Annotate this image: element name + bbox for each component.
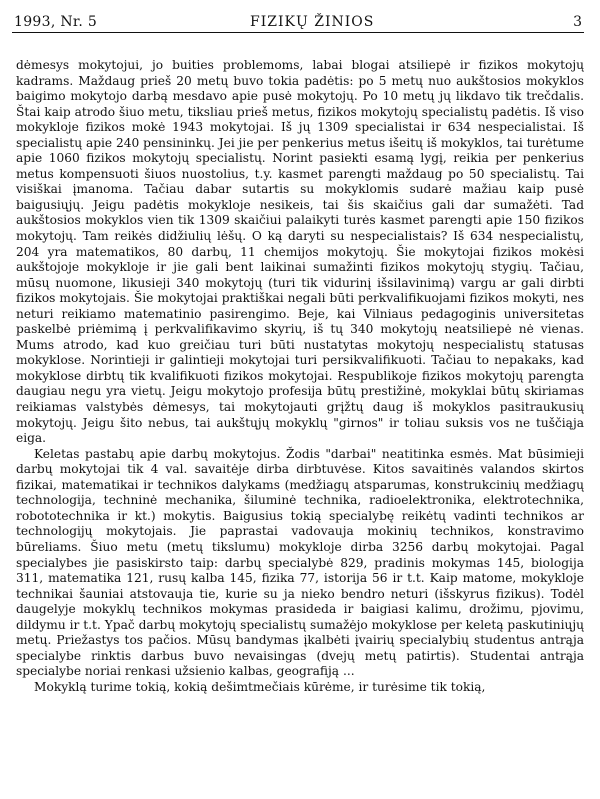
paragraph: dėmesys mokytojui, jo buities problemoms, labai blogai atsiliepė ir fizikos mokytojų kadrams. Maždaug prieš 20 metų buvo tokia padėtis: po 5 metų nuo aukštosios mokyklos baigimo mokytojo darbą mesdavo apie pusė mokytojų. Po 10 metų jų likdavo tik trečdalis. Štai kaip atrodo šiuo metu, tiksliau prieš metus, fizikos mokytojų specialistų padėtis. Iš viso mokykloje fizikos mokė 1943 mokytojai. Iš jų 1309 specialistai ir 634 nespecialistai. Iš specialistų apie 240 pensininkų. Jei jie per penkerius metus išeitų iš mokyklos, tai turėtume apie 1060 fizikos mokytojų specialistų. Norint pasiekti esamą lygį, reikia per penkerius metus kompensuoti šiuos nuostolius, t.y. kasmet parengti maždaug po 50 specialistų. Tai visiškai įmanoma. Tačiau dabar sutartis su mokyklomis sudarė mažiau kaip pusė baigusiųjų. Jeigu padėtis mokykloje nesikeis, tai šis skaičius gali dar sumažėti. Tad aukštosios mokyklos vien tik 1309 skaičiui palaikyti turės kasmet parengti apie 150 fizikos mokytojų. Tam reikės didžiulių lėšų. O ką daryti su nespecialistais? Iš 634 nespecialistų, 204 yra matematikos, 80 darbų, 11 chemijos mokytojų. Šie mokytojai fizikos mokėsi aukštojoje mokykloje ir jie gali bent laikinai sumažinti fizikos mokytojų stygių. Tačiau, mūsų nuomone, likusieji 340 mokytojų (turi tik vidurinį išsilavinimą) vargu ar gali dirbti fizikos mokytojais. Šie mokytojai praktiškai negali būti perkvalifikuojami fizikos mokyti, nes neturi reikiamo matematinio pasirengimo. Beje, kai Vilniaus pedagoginis universitetas paskelbė priėmimą į perkvalifikavimo skyrių, iš tų 340 mokytojų neatsiliepė nė vienas. Mums atrodo, kad kuo greičiau turi būti nustatytas mokytojų nespecialistų statusas mokyklose. Norintieji ir galintieji mokytojai turi persikvalifikuoti. Tačiau to nepakaks, kad mokyklose dirbtų tik kvalifikuoti fizikos mokytojai. Respublikoje fizikos mokytojų parengta daugiau negu yra vietų. Jeigu mokytojo profesija būtų prestižinė, mokyklai būtų skiriamas reikiamas valstybės dėmesys, tai mokytojauti grįžtų daug iš mokyklos pasitraukusių mokytojų. Jeigu šito nebus, tai aukštųjų mokyklų "girnos" ir toliau suksis vos ne tuščiąja eiga. [16,58,584,446]
article-body [16,58,584,695]
paragraph: Mokyklą turime tokią, kokią dešimtmečiais kūrėme, ir turėsime tik tokią, [34,679,486,694]
page-number: 3 [573,14,582,30]
issue-number: 1993, Nr. 5 [14,14,98,30]
page-header [0,14,600,40]
header-rule [12,32,584,33]
paragraph: Keletas pastabų apie darbų mokytojus. Žodis "darbai" neatitinka esmės. Mat būsimieji darbų mokytojai tik 4 val. savaitėje dirba dirbtuvėse. Kitos savaitinės valandos skirtos fizikai, matematikai ir technikos dalykams (medžiagų atsparumas, konstrukcinių medžiagų technologija, techninė mechanika, šiluminė technika, radioelektronika, elektrotechnika, robototechnika ir kt.) mokytis. Baigusius tokią specialybę reikėtų vadinti technikos ar technologijų mokytojais. Jie paprastai vadovauja mokinių technikos, konstravimo būreliams. Šiuo metu (metų tikslumu) mokykloje dirba 3256 darbų mokytojai. Pagal specialybes jie pasiskirsto taip: darbų specialybė 829, pradinis mokymas 145, biologija 311, matematika 121, rusų kalba 145, fizika 77, istorija 56 ir t.t. Kaip matome, mokykloje technikai šauniai atstovauja tie, kurie su ja nieko bendro neturi (išskyrus fizikus). Todėl daugelyje mokyklų technikos mokymas prasideda ir baigiasi kalimu, drožimu, pjovimu, dildymu ir t.t. Ypač darbų mokytojų specialistų sumažėjo mokyklose per keletą paskutiniųjų metų. Priežastys tos pačios. Mūsų bandymas įkalbėti įvairių specialybių studentus antrąja specialybe rinktis darbus buvo nevaisingas (dvejų metų patirtis). Studentai antrąja specialybe noriai renkasi užsienio kalbas, geografiją ... [16,446,584,679]
journal-title: FIZIKŲ ŽINIOS [250,14,375,30]
